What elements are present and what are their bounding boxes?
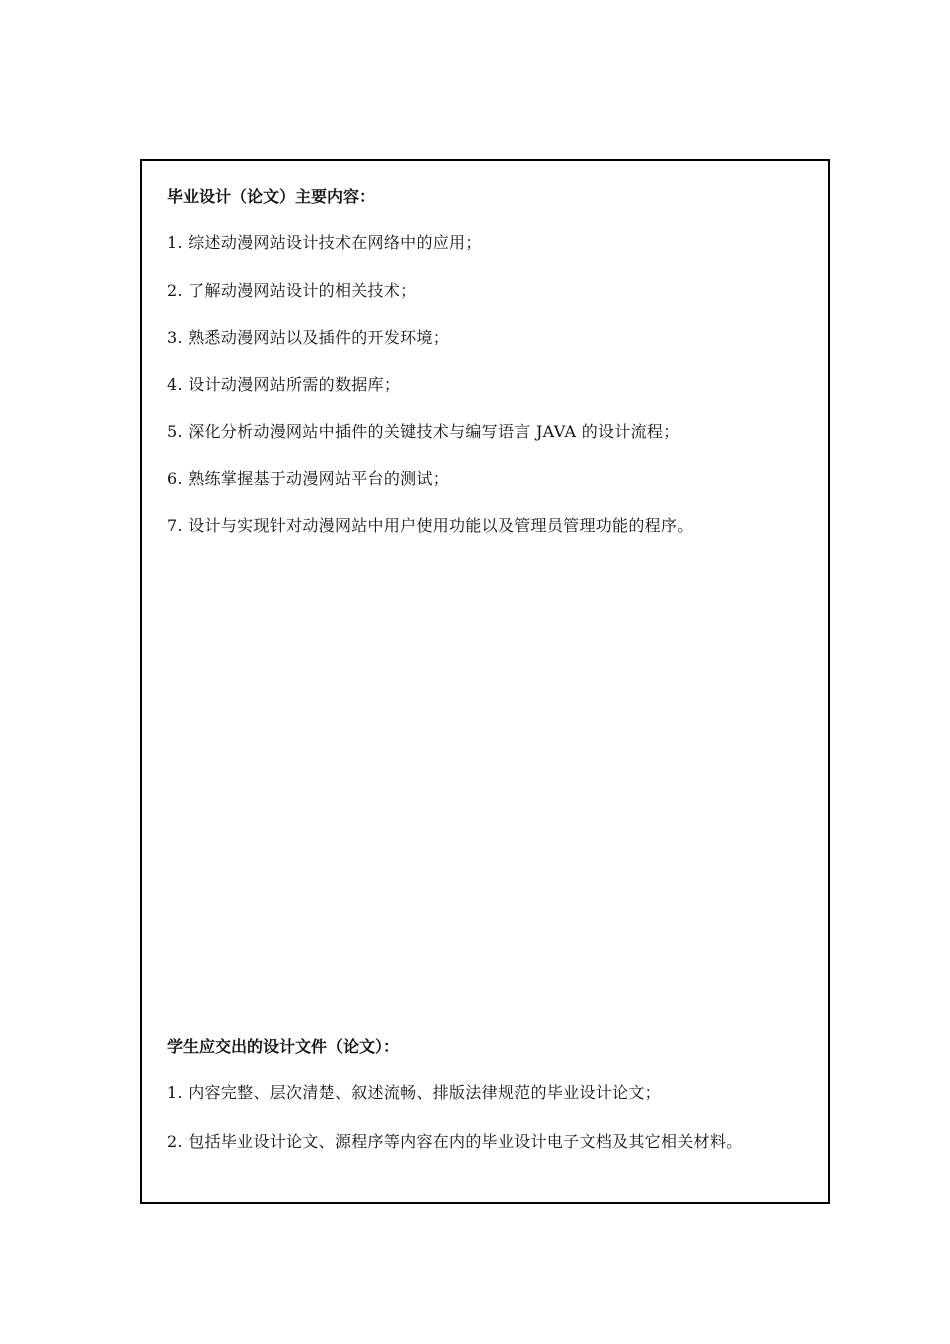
main-content-item-3: 3. 熟悉动漫网站以及插件的开发环境； [167, 328, 450, 347]
deliverables-heading: 学生应交出的设计文件（论文）： [167, 1037, 400, 1056]
main-content-item-2: 2. 了解动漫网站设计的相关技术； [167, 281, 417, 300]
deliverables-item-1: 1. 内容完整、层次清楚、叙述流畅、排版法律规范的毕业设计论文； [167, 1083, 661, 1102]
main-content-heading: 毕业设计（论文）主要内容： [167, 187, 376, 206]
main-content-item-6: 6. 熟练掌握基于动漫网站平台的测试； [167, 469, 450, 488]
main-content-item-4: 4. 设计动漫网站所需的数据库； [167, 375, 401, 394]
main-content-item-1: 1. 综述动漫网站设计技术在网络中的应用； [167, 233, 482, 252]
main-content-item-5: 5. 深化分析动漫网站中插件的关键技术与编写语言 JAVA 的设计流程； [167, 422, 680, 441]
main-content-item-7: 7. 设计与实现针对动漫网站中用户使用功能以及管理员管理功能的程序。 [167, 516, 694, 535]
deliverables-item-2: 2. 包括毕业设计论文、源程序等内容在内的毕业设计电子文档及其它相关材料。 [167, 1132, 743, 1151]
